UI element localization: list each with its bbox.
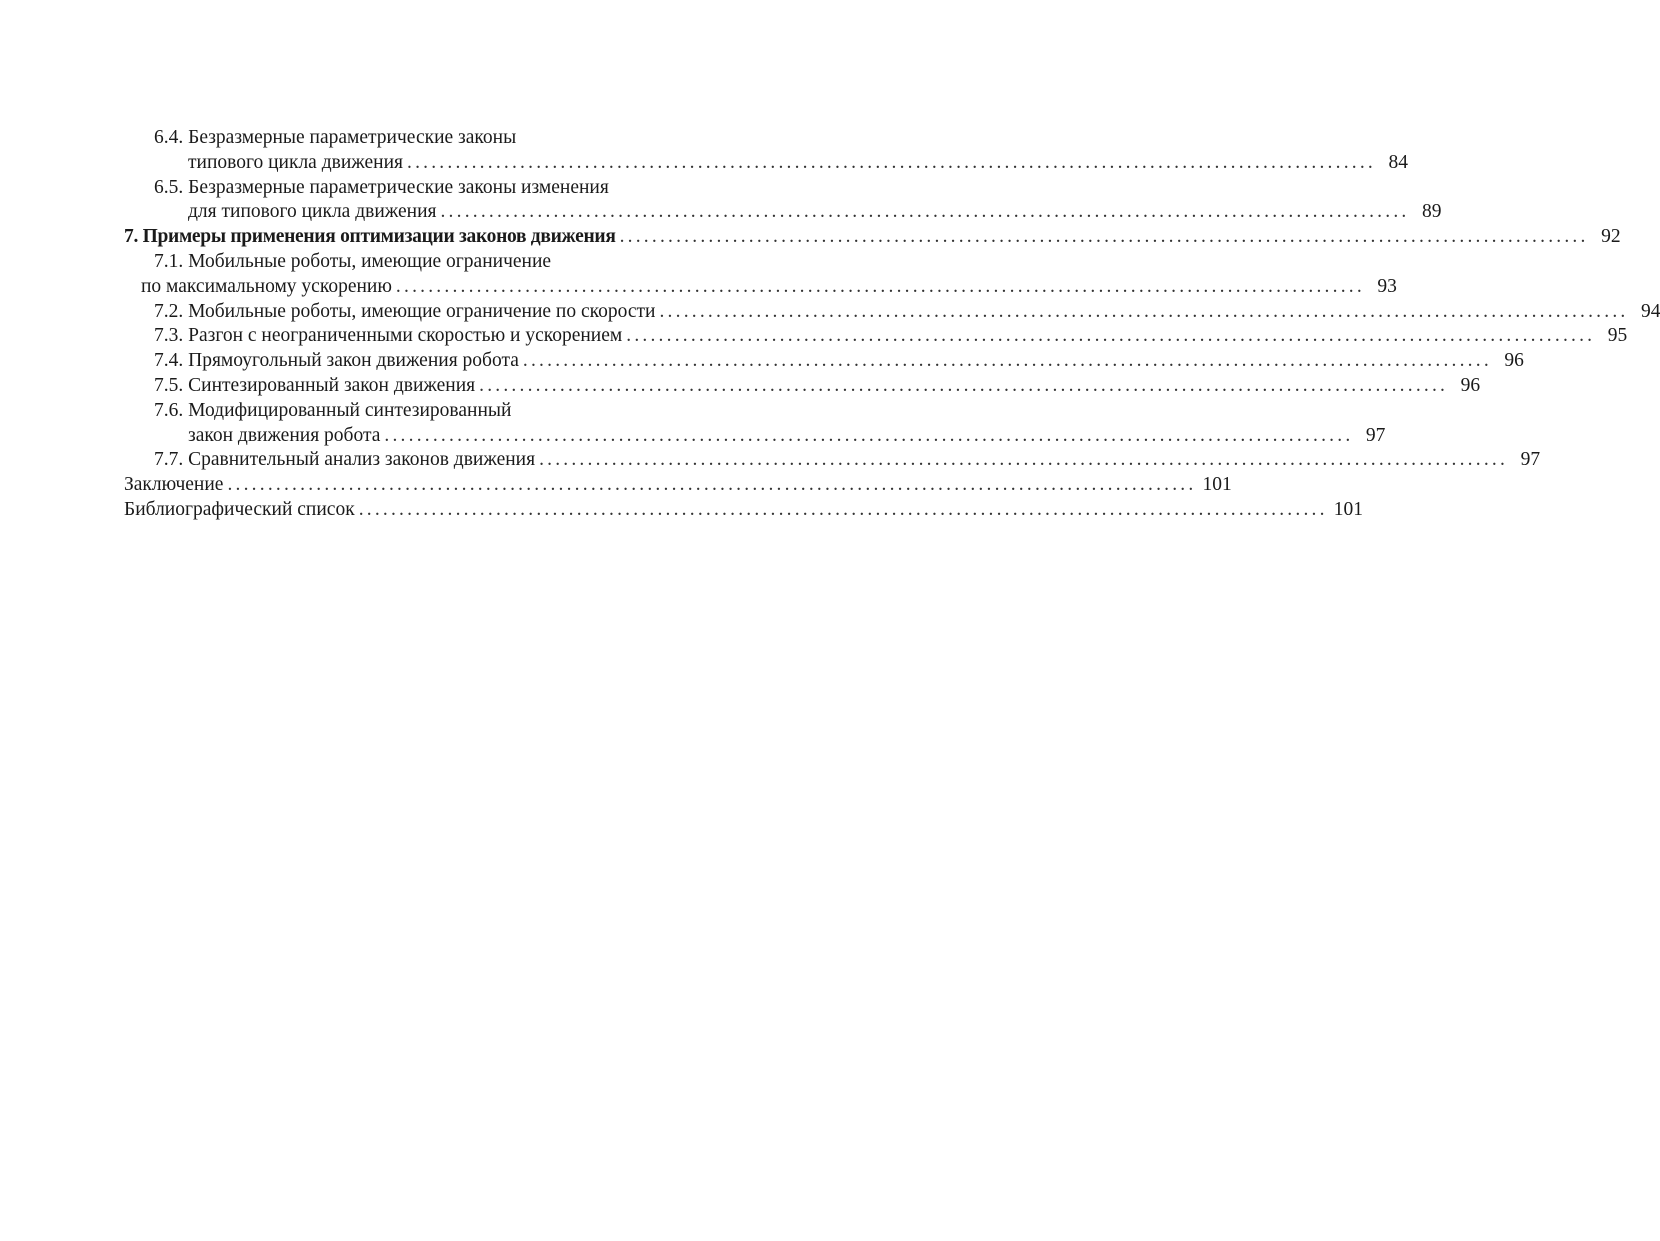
dot-leader: ........................................................................................................................ [479, 374, 1449, 396]
toc-entry-title: 6.4. Безразмерные параметрические законы [154, 127, 517, 148]
toc-entry-7-7[interactable] [124, 448, 1541, 473]
dot-leader: ........................................................................................................................ [522, 350, 1492, 372]
toc-page-number: 93 [1377, 275, 1397, 297]
toc-entry-7-3[interactable] [124, 324, 1628, 349]
toc-page-number: 96 [1504, 350, 1524, 372]
toc-page-number: 97 [1365, 424, 1386, 446]
toc-entry-title-continued: для типового цикла движения [188, 201, 437, 223]
toc-entry-6-5[interactable] [124, 176, 1442, 226]
dot-leader: ........................................................................................................................ [227, 474, 1197, 496]
toc-page-number: 96 [1460, 374, 1481, 396]
toc-entry-title-continued: закон движения робота [188, 424, 381, 446]
toc-chapter-title: 7. Примеры применения оптимизации законов движения [124, 226, 616, 248]
toc-entry-title: 7.2. Мобильные роботы, имеющие ограничение по скорости [154, 300, 656, 322]
dot-leader: ........................................................................................................................ [659, 300, 1629, 322]
dot-leader: ........................................................................................................................ [539, 449, 1509, 471]
toc-page-number: 97 [1520, 449, 1541, 471]
toc-page-number: 95 [1607, 325, 1628, 347]
toc-entry-bibliography[interactable] [124, 498, 1363, 523]
toc-page-number: 92 [1601, 226, 1621, 248]
dot-leader: ........................................................................................................................ [440, 201, 1410, 223]
dot-leader: ........................................................................................................................ [407, 151, 1376, 173]
toc-page-number: 89 [1421, 201, 1442, 223]
toc-entry-title-continued: по максимальному ускорению [141, 275, 392, 297]
toc-page-number: 84 [1388, 151, 1408, 173]
toc-entry-title: 7.7. Сравнительный анализ законов движения [154, 449, 536, 471]
toc-entry-7-4[interactable] [124, 349, 1524, 374]
toc-entry-7-5[interactable] [124, 374, 1481, 399]
toc-entry-title: 7.3. Разгон с неограниченными скоростью и ускорением [154, 325, 623, 347]
toc-entry-title: 6.5. Безразмерные параметрические законы изменения [154, 176, 609, 198]
toc-entry-7-6[interactable] [124, 399, 1386, 449]
toc-entry-title-continued: типового цикла движения [188, 151, 403, 173]
toc-entry-title: Библиографический список [124, 498, 355, 520]
toc-entry-7-1[interactable] [124, 250, 1397, 300]
dot-leader: ........................................................................................................................ [626, 325, 1596, 347]
toc-entry-title: Заключение [124, 474, 224, 496]
dot-leader: ........................................................................................................................ [384, 424, 1354, 446]
toc-entry-title: 7.1. Мобильные роботы, имеющие ограничение [154, 250, 552, 272]
toc-entry-title: 7.6. Модифицированный синтезированный [154, 399, 512, 421]
toc-page-number: 101 [1202, 474, 1232, 496]
toc-page-number: 101 [1333, 498, 1363, 520]
toc-entry-title: 7.4. Прямоугольный закон движения робота [154, 350, 519, 372]
dot-leader: ........................................................................................................................ [395, 275, 1365, 297]
dot-leader: ........................................................................................................................ [619, 226, 1589, 248]
toc-entry-7-2[interactable] [124, 300, 1660, 325]
toc-entry-conclusion[interactable] [124, 473, 1232, 498]
toc-page-number: 94 [1640, 300, 1660, 322]
toc-chapter-7[interactable] [124, 225, 1621, 250]
toc-entry-title: 7.5. Синтезированный закон движения [154, 374, 476, 396]
dot-leader: ........................................................................................................................ [358, 498, 1328, 520]
table-of-contents [124, 126, 1660, 523]
toc-entry-6-4[interactable] [124, 126, 1408, 176]
